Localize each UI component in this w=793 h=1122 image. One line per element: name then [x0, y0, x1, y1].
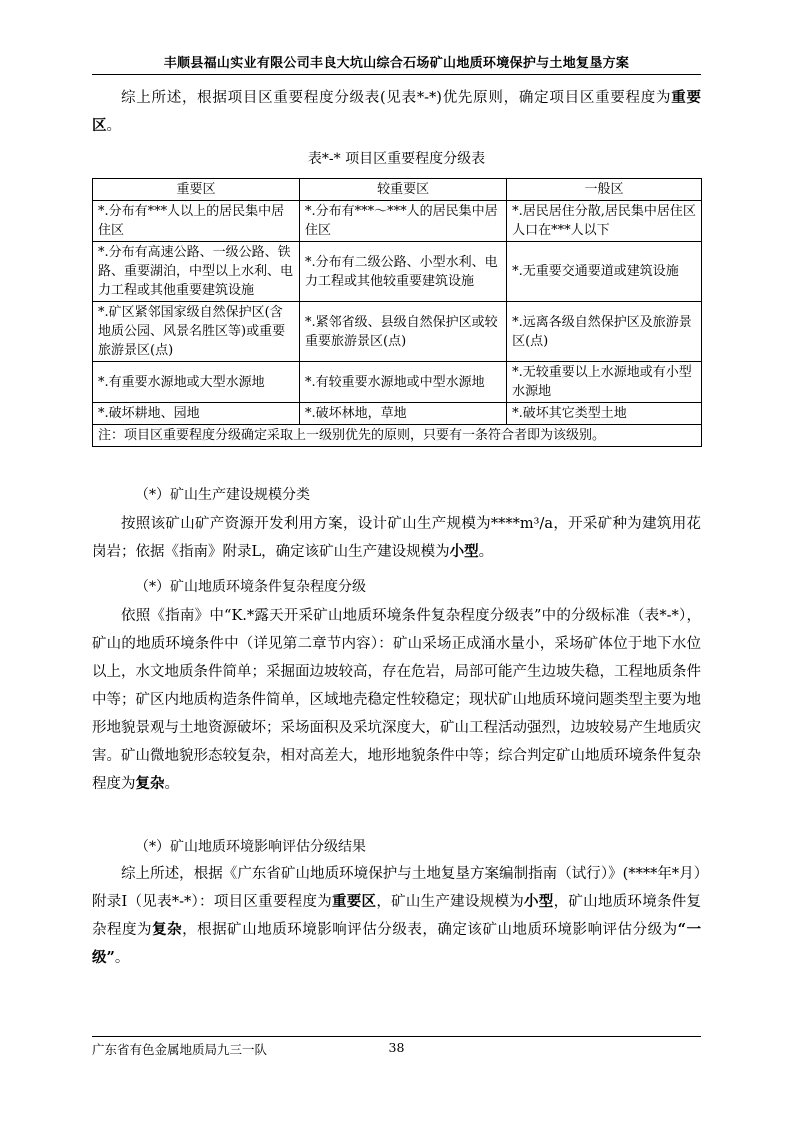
header-general: 一般区 — [507, 179, 702, 201]
table-row — [93, 201, 702, 242]
table-cell: *.矿区紧邻国家级自然保护区(含地质公园、风景名胜区等)或重要旅游景区(点) — [93, 302, 300, 362]
table-row — [93, 242, 702, 302]
table-note: 注：项目区重要程度分级确定采取上一级别优先的原则，只要有一条符合者即为该级别。 — [93, 425, 702, 447]
table-cell: *.居民居住分散,居民集中居住区人口在***人以下 — [507, 201, 702, 242]
importance-grade-table — [92, 178, 702, 447]
section-heading-geology: （*）矿山地质环境条件复杂程度分级 — [135, 579, 366, 595]
table-cell: *.破坏其它类型土地 — [507, 403, 702, 425]
page-number: 38 — [388, 1040, 405, 1055]
table-cell: *.分布有高速公路、一级公路、铁路、重要湖泊，中型以上水利、电力工程或其他重要建筑设施 — [93, 242, 300, 302]
table-cell: *.分布有***人以上的居民集中居住区 — [93, 201, 300, 242]
section-heading-result: （*）矿山地质环境影响评估分级结果 — [135, 839, 366, 855]
result-text-4: ，根据矿山地质环境影响评估分级表，确定该矿山地质环境影响评估分级为 — [182, 922, 678, 938]
intro-end: 。 — [106, 118, 121, 134]
result-text-3: ，矿山地质环境条件复杂程度为 — [92, 894, 702, 938]
section-heading-scale: （*）矿山生产建设规模分类 — [135, 487, 310, 503]
table-cell: *.紧邻省级、县级自然保护区或较重要旅游景区(点) — [300, 302, 507, 362]
header-important: 重要区 — [93, 179, 300, 201]
table-cell: *.远离各级自然保护区及旅游景区(点) — [507, 302, 702, 362]
scale-text: 按照该矿山矿产资源开发利用方案，设计矿山生产规模为****m³/a，开采矿种为建筑用花岗岩；依据《指南》附录L，确定该矿山生产建设规模为 — [92, 516, 701, 560]
table-cell: *.分布有***～***人的居民集中居住区 — [300, 201, 507, 242]
header-title: 丰顺县福山实业有限公司丰良大坑山综合石场矿山地质环境保护与土地复垦方案 — [163, 56, 630, 71]
result-bold-2: 小型 — [524, 893, 554, 910]
table-caption: 表*-* 项目区重要程度分级表 — [307, 151, 486, 167]
table-cell: *.破坏耕地、园地 — [93, 403, 300, 425]
table-cell: *.有重要水源地或大型水源地 — [93, 362, 300, 403]
table-row — [93, 302, 702, 362]
result-text-5: 。 — [114, 950, 130, 966]
result-text-2: ，矿山生产建设规模为 — [376, 894, 525, 910]
table-row — [93, 403, 702, 425]
table-note-row — [93, 425, 702, 447]
table-cell: *.分布有二级公路、小型水利、电力工程或其他较重要建筑设施 — [300, 242, 507, 302]
intro-text: 综上所述，根据项目区重要程度分级表(见表*-*)优先原则，确定项目区重要程度为 — [121, 90, 672, 106]
table-cell: *.无较重要以上水源地或有小型水源地 — [507, 362, 702, 403]
geology-paragraph — [92, 602, 701, 798]
result-text-1: 综上所述，根据《广东省矿山地质环境保护与土地复垦方案编制指南（试行）》(****年*月）附录I（见表*-*）：项目区重要程度为 — [92, 866, 701, 910]
geology-text: 依照《指南》中“K.*露天开采矿山地质环境条件复杂程度分级表”中的分级标准（表*-*），矿山的地质环境条件中（详见第二章节内容）：矿山采场正成涌水量小，采场矿体位于地下水位以上，水文地质条件简单；采掘面边坡较高，存在危岩，局部可能产生边坡失稳，工程地质条件中等；矿区内地质构造条件简单，区域地壳稳定性较稳定；现状矿山地质环境问题类型主要为地形地貌景观与土地资源破坏；采场面积及采坑深度大，矿山工程活动强烈，边坡较易产生地质灾害。矿山微地貌形态较复杂，相对高差大，地形地貌条件中等；综合判定矿山地质环境条件复杂程度为 — [92, 608, 701, 792]
footer-divider — [92, 1036, 701, 1037]
result-bold-3: 复杂 — [152, 921, 183, 938]
scale-paragraph — [92, 510, 701, 566]
header-less-important: 较重要区 — [300, 179, 507, 201]
table-cell: *.有较重要水源地或中型水源地 — [300, 362, 507, 403]
result-bold-4: “一级” — [92, 921, 702, 966]
intro-bold: 重要区 — [92, 89, 702, 134]
table-cell: *.破坏林地，草地 — [300, 403, 507, 425]
table-row — [93, 362, 702, 403]
scale-bold: 小型 — [449, 543, 479, 560]
scale-end: 。 — [478, 544, 494, 560]
geology-end: 。 — [164, 776, 179, 792]
result-paragraph — [92, 860, 701, 972]
page-header — [92, 52, 701, 75]
footer-organization: 广东省有色金属地质局九三一队 — [92, 1042, 268, 1057]
table-header-row — [93, 179, 702, 201]
intro-paragraph — [92, 84, 701, 140]
result-bold-1: 重要区 — [331, 893, 377, 910]
geology-bold: 复杂 — [135, 775, 165, 792]
table-cell: *.无重要交通要道或建筑设施 — [507, 242, 702, 302]
